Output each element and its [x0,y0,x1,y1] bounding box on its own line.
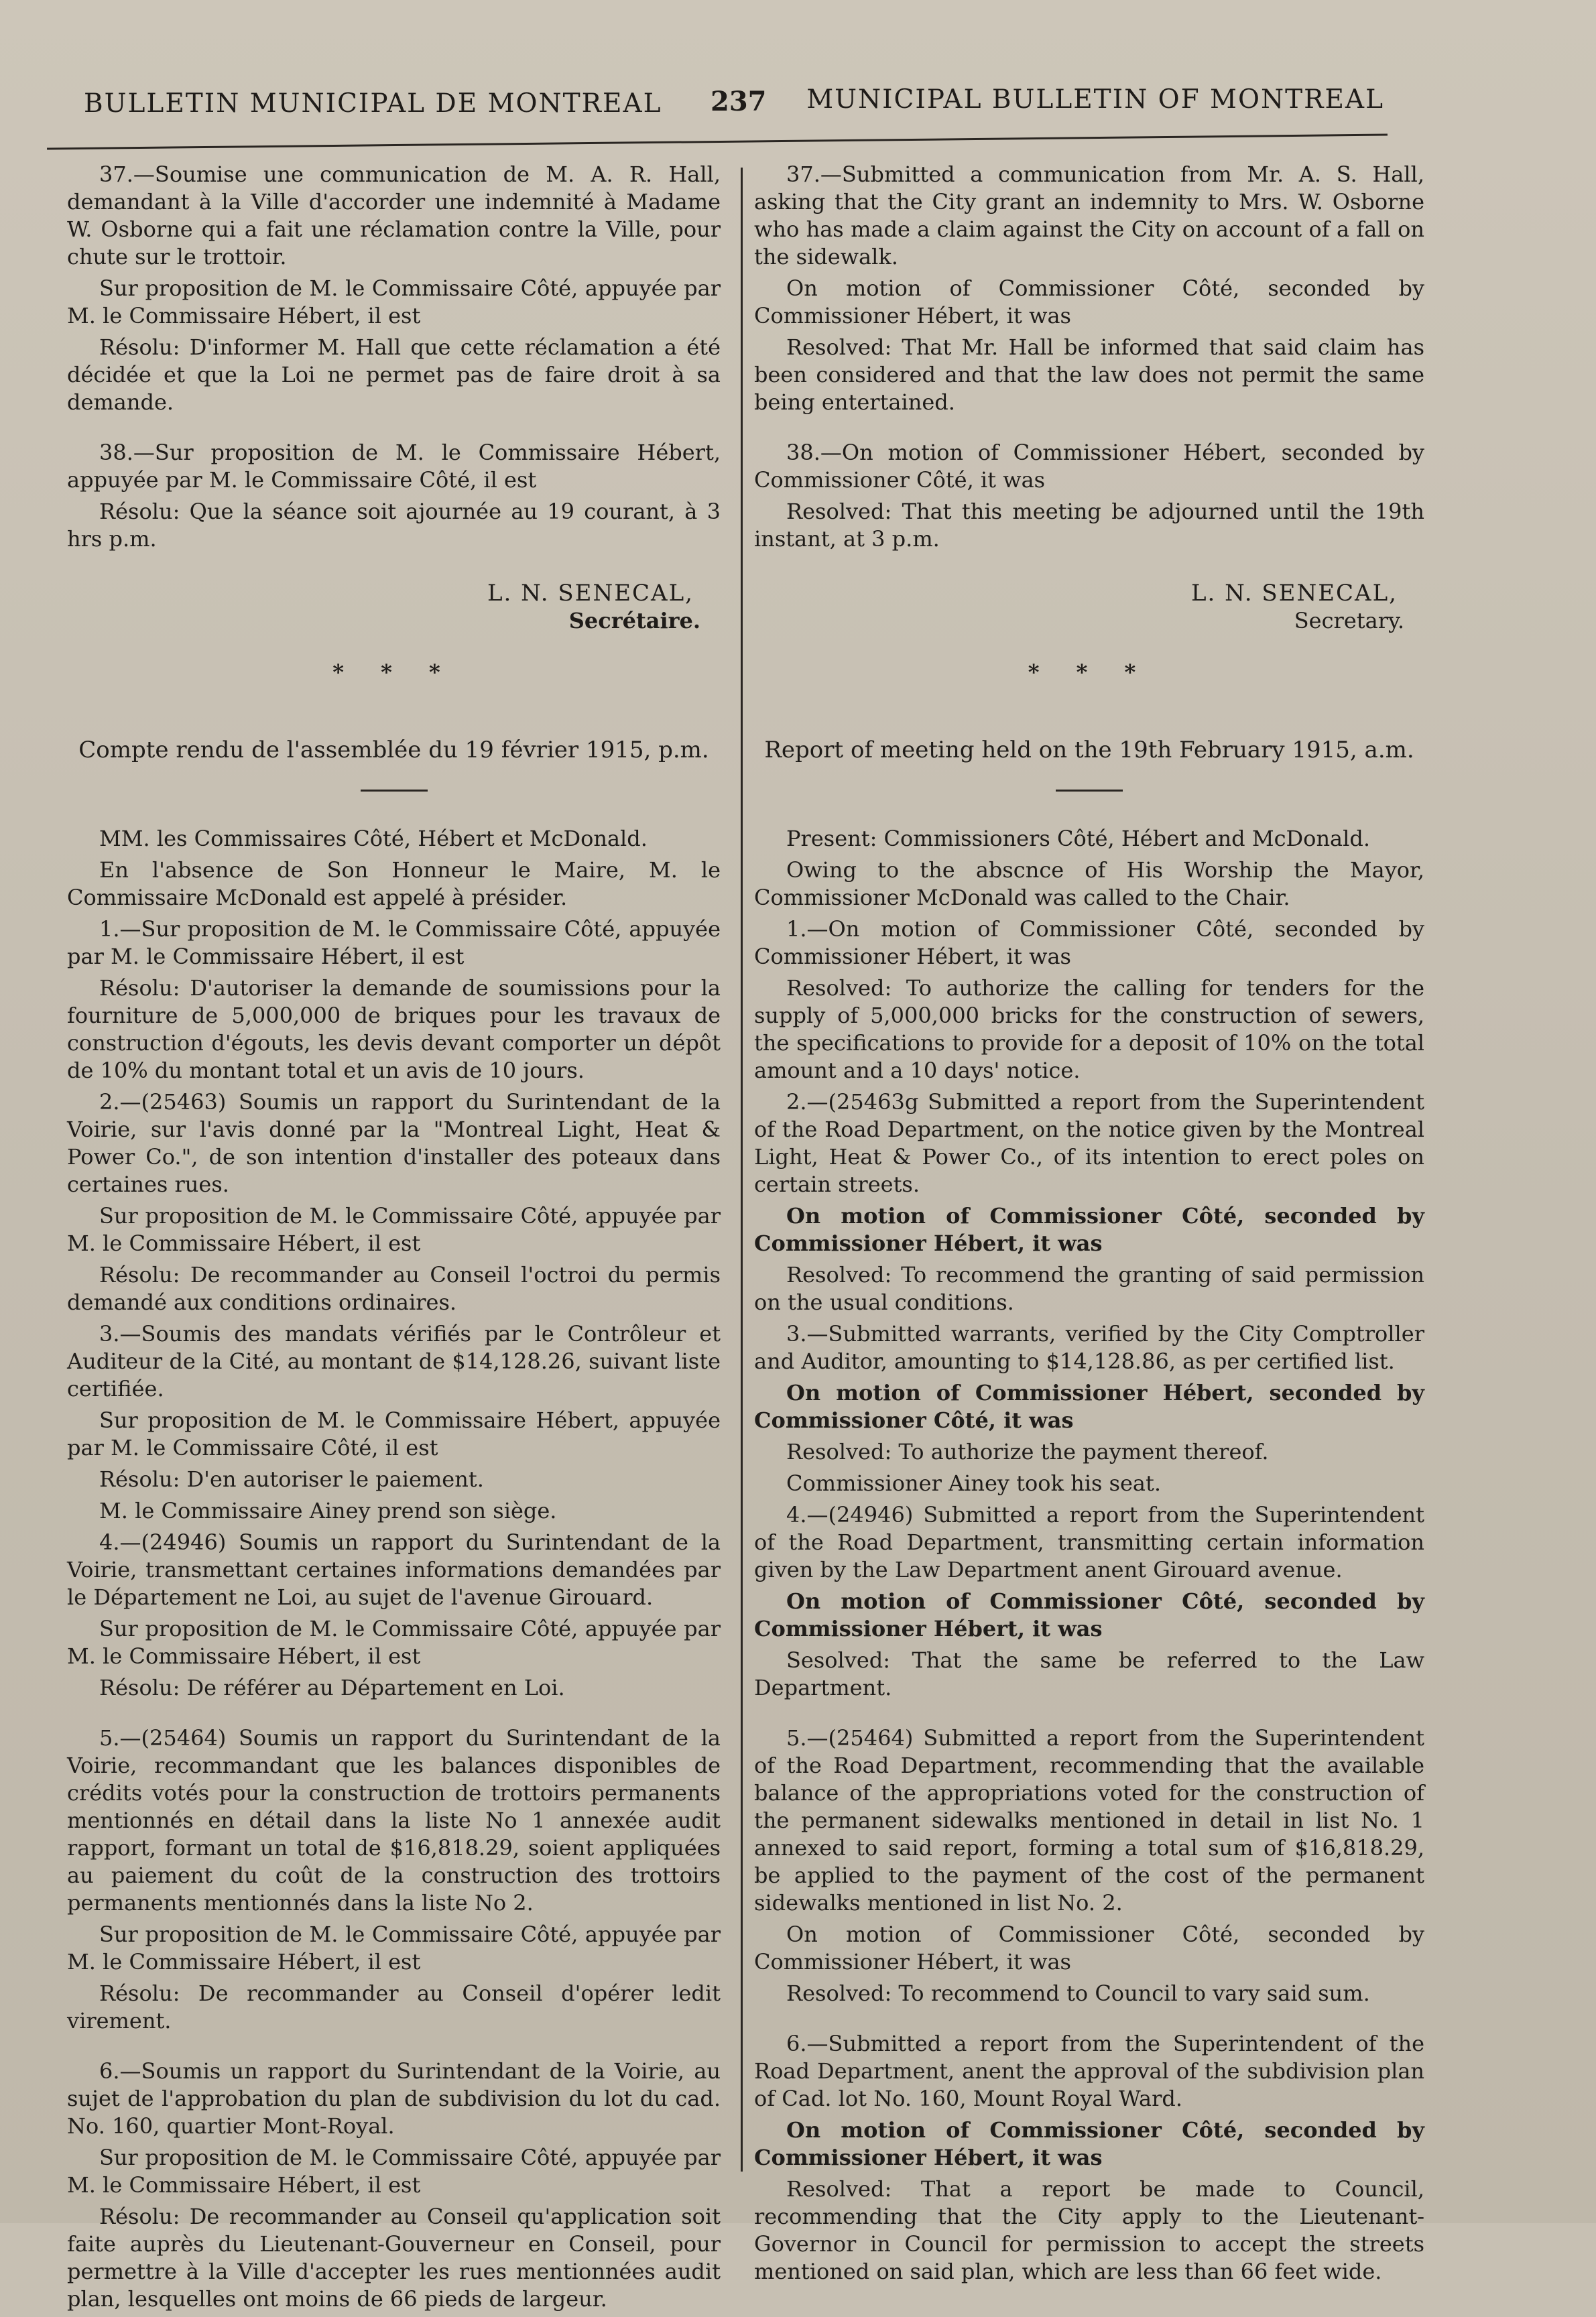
en-item-3-seat: Commissioner Ainey took his seat. [786,1470,1162,1496]
fr-item-4: 4.—(24946) Soumis un rapport du Surintendant de la Voirie, transmettant certaines informations demandées par le Département ne Loi, au sujet de l'avenue Girouard. [67,1529,721,1610]
fr-item-6-motion: Sur proposition de M. le Commissaire Côté, appuyée par M. le Commissaire Hébert, il est [67,2145,721,2198]
fr-item-5-resolution: Résolu: De recommander au Conseil d'opérer ledit virement. [67,1981,721,2033]
fr-absence: En l'absence de Son Honneur le Maire, M. le Commissaire McDonald est appelé à présider. [67,857,721,910]
en-item-5-motion: On motion of Commissioner Côté, seconded by Commissioner Hébert, it was [754,1922,1424,1975]
fr-signature-role: Secrétaire. [568,608,700,633]
header-divider [47,134,1388,150]
en-item-37-resolution: Resolved: That Mr. Hall be informed that said claim has been considered and that the law does not permit the same being entertained. [754,334,1424,415]
en-item-6-motion: On motion of Commissioner Côté, seconded by Commissioner Hébert, it was [754,2117,1424,2170]
en-item-5-resolution: Resolved: To recommend to Council to vary said sum. [786,1981,1370,2006]
fr-report-title: Compte rendu de l'assemblée du 19 février 1915, p.m. [78,737,709,763]
en-present: Present: Commissioners Côté, Hébert and McDonald. [786,826,1371,851]
en-item-5: 5.—(25464) Submitted a report from the Superintendent of the Road Department, recommending that the available balance of the appropriations voted for the construction of the permanent sidewalks mentioned in detail in list No. 1 annexed to said report, forming a total sum of $16,818.29, be applied to the payment of the cost of the permanent sidewalks mentioned in list No. 2. [754,1725,1424,1916]
fr-item-6: 6.—Soumis un rapport du Surintendant de la Voirie, au sujet de l'approbation du plan de subdivision du lot du cad. No. 160, quartier Mont-Royal. [67,2058,721,2139]
fr-signature-name: L. N. SENECAL, [487,580,694,607]
en-item-37-motion: On motion of Commissioner Côté, seconded by Commissioner Hébert, it was [754,275,1424,328]
en-signature-name: L. N. SENECAL, [1190,580,1398,607]
en-item-38-resolution: Resolved: That this meeting be adjourned until the 19th instant, at 3 p.m. [754,499,1424,552]
fr-title-rule [361,790,428,792]
fr-item-1-resolution: Résolu: D'autoriser la demande de soumissions pour la fourniture de 5,000,000 de briques pour les travaux de construction d'égouts, les devis devant comporter un dépôt de 10% du montant total et un avis de 10 jours. [67,975,721,1083]
en-item-1-resolution: Resolved: To authorize the calling for tenders for the supply of 5,000,000 bricks for the construction of sewers, the specifications to provide for a deposit of 10% on the total amount and a 10 days' notice. [754,975,1424,1083]
fr-item-2: 2.—(25463) Soumis un rapport du Surintendant de la Voirie, sur l'avis donné par la "Montreal Light, Heat & Power Co.", de son intention d'installer des poteaux dans certaines rues. [67,1089,721,1197]
french-column [67,161,721,2317]
en-signature-role: Secretary. [1294,608,1404,633]
english-column [754,161,1424,2290]
page-header [84,79,1384,126]
fr-item-6-resolution: Résolu: De recommander au Conseil qu'application soit faite auprès du Lieutenant-Gouverneur en Conseil, pour permettre à la Ville d'accepter les rues mentionnées audit plan, lesquelles ont moins de 66 pieds de largeur. [67,2204,721,2312]
en-item-2: 2.—(25463g Submitted a report from the Superintendent of the Road Department, on the notice given by the Montreal Light, Heat & Power Co., of its intention to erect poles on certain streets. [754,1089,1424,1197]
fr-item-37-resolution: Résolu: D'informer M. Hall que cette réclamation a été décidée et que la Loi ne permet pas de faire droit à sa demande. [67,334,721,415]
fr-item-3: 3.—Soumis des mandats vérifiés par le Contrôleur et Auditeur de la Cité, au montant de $14,128.26, suivant liste certifiée. [67,1321,721,1401]
fr-item-3-resolution: Résolu: D'en autoriser le paiement. [99,1466,484,1492]
en-item-3-resolution: Resolved: To authorize the payment thereof. [786,1439,1269,1464]
fr-item-4-motion: Sur proposition de M. le Commissaire Côté, appuyée par M. le Commissaire Hébert, il est [67,1616,721,1669]
en-item-3: 3.—Submitted warrants, verified by the City Comptroller and Auditor, amounting to $14,128.86, as per certified list. [754,1321,1424,1374]
en-item-3-motion: On motion of Commissioner Hébert, seconded by Commissioner Côté, it was [754,1380,1424,1433]
fr-item-38-resolution: Résolu: Que la séance soit ajournée au 19 courant, à 3 hrs p.m. [67,499,721,552]
fr-item-37-motion: Sur proposition de M. le Commissaire Côté, appuyée par M. le Commissaire Hébert, il est [67,275,721,328]
header-english-title: MUNICIPAL BULLETIN OF MONTREAL [806,84,1384,115]
en-item-37: 37.—Submitted a communication from Mr. A. S. Hall, asking that the City grant an indemnity to Mrs. W. Osborne who has made a claim against the City on account of a fall on the sidewalk. [754,162,1424,269]
fr-item-5: 5.—(25464) Soumis un rapport du Surintendant de la Voirie, recommandant que les balances disponibles de crédits votés pour la construction de trottoirs permanents mentionnés en détail dans la liste No 1 annexée audit rapport, formant un total de $16,818.29, soient appliquées au paiement du coût de la construction des trottoirs permanents mentionnés dans la liste No 2. [67,1725,721,1916]
en-item-4: 4.—(24946) Submitted a report from the Superintendent of the Road Department, transmitting certain information given by the Law Department anent Girouard avenue. [754,1502,1424,1582]
en-title-rule [1056,790,1123,792]
en-item-6-resolution: Resolved: That a report be made to Council, recommending that the City apply to the Lieutenant-Governor in Council for permission to accept the streets mentioned on said plan, which are less than 66 feet wide. [754,2176,1424,2284]
fr-item-5-motion: Sur proposition de M. le Commissaire Côté, appuyée par M. le Commissaire Hébert, il est [67,1922,721,1975]
header-french-title: BULLETIN MUNICIPAL DE MONTREAL [84,88,662,119]
en-item-6: 6.—Submitted a report from the Superintendent of the Road Department, anent the approval of the subdivision plan of Cad. lot No. 160, Mount Royal Ward. [754,2031,1424,2111]
fr-section-stars: * * * [332,660,455,685]
fr-item-3-seat: M. le Commissaire Ainey prend son siège. [99,1498,557,1523]
fr-item-38-motion: 38.—Sur proposition de M. le Commissaire Hébert, appuyée par M. le Commissaire Côté, il est [67,440,721,493]
column-divider [741,168,743,2172]
en-item-4-motion: On motion of Commissioner Côté, seconded by Commissioner Hébert, it was [754,1588,1424,1641]
en-absence: Owing to the abscnce of His Worship the Mayor, Commissioner McDonald was called to the Chair. [754,857,1424,910]
fr-item-1-motion: 1.—Sur proposition de M. le Commissaire Côté, appuyée par M. le Commissaire Hébert, il est [67,916,721,969]
fr-item-2-motion: Sur proposition de M. le Commissaire Côté, appuyée par M. le Commissaire Hébert, il est [67,1203,721,1256]
fr-item-2-resolution: Résolu: De recommander au Conseil l'octroi du permis demandé aux conditions ordinaires. [67,1262,721,1315]
en-item-2-motion: On motion of Commissioner Côté, seconded by Commissioner Hébert, it was [754,1203,1424,1256]
fr-present: MM. les Commissaires Côté, Hébert et McDonald. [99,826,648,851]
en-item-1-motion: 1.—On motion of Commissioner Côté, seconded by Commissioner Hébert, it was [754,916,1424,969]
en-item-38-motion: 38.—On motion of Commissioner Hébert, seconded by Commissioner Côté, it was [754,440,1424,493]
page-number: 237 [711,86,767,117]
fr-item-4-resolution: Résolu: De référer au Département en Loi. [99,1675,565,1700]
en-section-stars: * * * [1028,660,1151,685]
fr-item-3-motion: Sur proposition de M. le Commissaire Hébert, appuyée par M. le Commissaire Côté, il est [67,1407,721,1460]
en-item-4-resolution: Sesolved: That the same be referred to the Law Department. [754,1647,1424,1700]
fr-item-37: 37.—Soumise une communication de M. A. R. Hall, demandant à la Ville d'accorder une indemnité à Madame W. Osborne qui a fait une réclamation contre la Ville, pour chute sur le trottoir. [67,162,721,269]
en-item-2-resolution: Resolved: To recommend the granting of said permission on the usual conditions. [754,1262,1424,1315]
en-report-title: Report of meeting held on the 19th February 1915, a.m. [764,737,1414,763]
